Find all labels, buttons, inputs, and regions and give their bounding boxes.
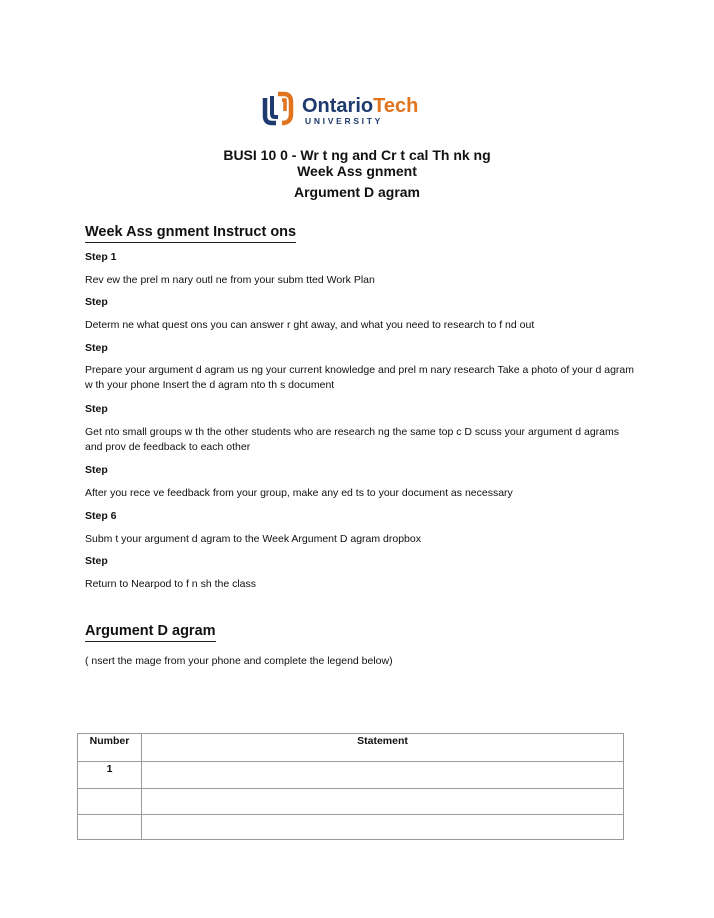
diagram-instruction-note: ( nsert the mage from your phone and complete the legend below) [85,655,393,667]
step-label: Step 6 [85,510,117,522]
step-text: Get nto small groups w th the other students who are research ng the same top c D scuss your argument d agrams and prov de feedback to each other [85,426,620,453]
step-text: Determ ne what quest ons you can answer r ght away, and what you need to research to f nd out [85,319,535,331]
step-label: Step [85,555,108,567]
step-label: Step [85,464,108,476]
step-label: Step [85,296,108,308]
number-cell[interactable] [78,815,142,840]
step-label: Step [85,403,108,415]
logo-emblem-icon [265,94,291,123]
step-text: After you rece ve feedback from your group, make any ed ts to your document as necessary [85,487,513,499]
step-text: Prepare your argument d agram us ng your current knowledge and prel m nary research Take a photo of your d agram w th your phone Insert the d agram nto th s document [85,364,635,391]
number-column-header: Number [78,734,142,762]
table-row [78,789,624,815]
step-text: Return to Nearpod to f n sh the class [85,578,257,590]
number-cell[interactable]: 1 [78,762,142,789]
step-label: Step 1 [85,251,117,263]
table-row [78,762,624,789]
university-logo [262,90,454,128]
step-label: Step [85,342,108,354]
statement-cell[interactable] [142,789,624,815]
statement-cell[interactable] [142,815,624,840]
step-text: Rev ew the prel m nary outl ne from your subm tted Work Plan [85,274,375,286]
course-title: BUSI 10 0 - Wr t ng and Cr t cal Th nk ng [223,147,491,163]
svg-text:OntarioTech: OntarioTech [302,95,419,117]
table-row [78,815,624,840]
number-cell[interactable] [78,789,142,815]
statement-cell[interactable] [142,762,624,789]
step-text: Subm t your argument d agram to the Week Argument D agram dropbox [85,533,421,545]
week-assignment-title: Week Ass gnment [297,163,417,179]
svg-text:UNIVERSITY: UNIVERSITY [305,116,384,126]
document-subtitle: Argument D agram [293,184,421,200]
table-header-row [78,734,624,762]
legend-table [77,733,624,840]
instructions-heading: Week Ass gnment Instruct ons [85,223,296,243]
statement-column-header: Statement [142,734,624,762]
argument-diagram-heading: Argument D agram [85,622,216,642]
